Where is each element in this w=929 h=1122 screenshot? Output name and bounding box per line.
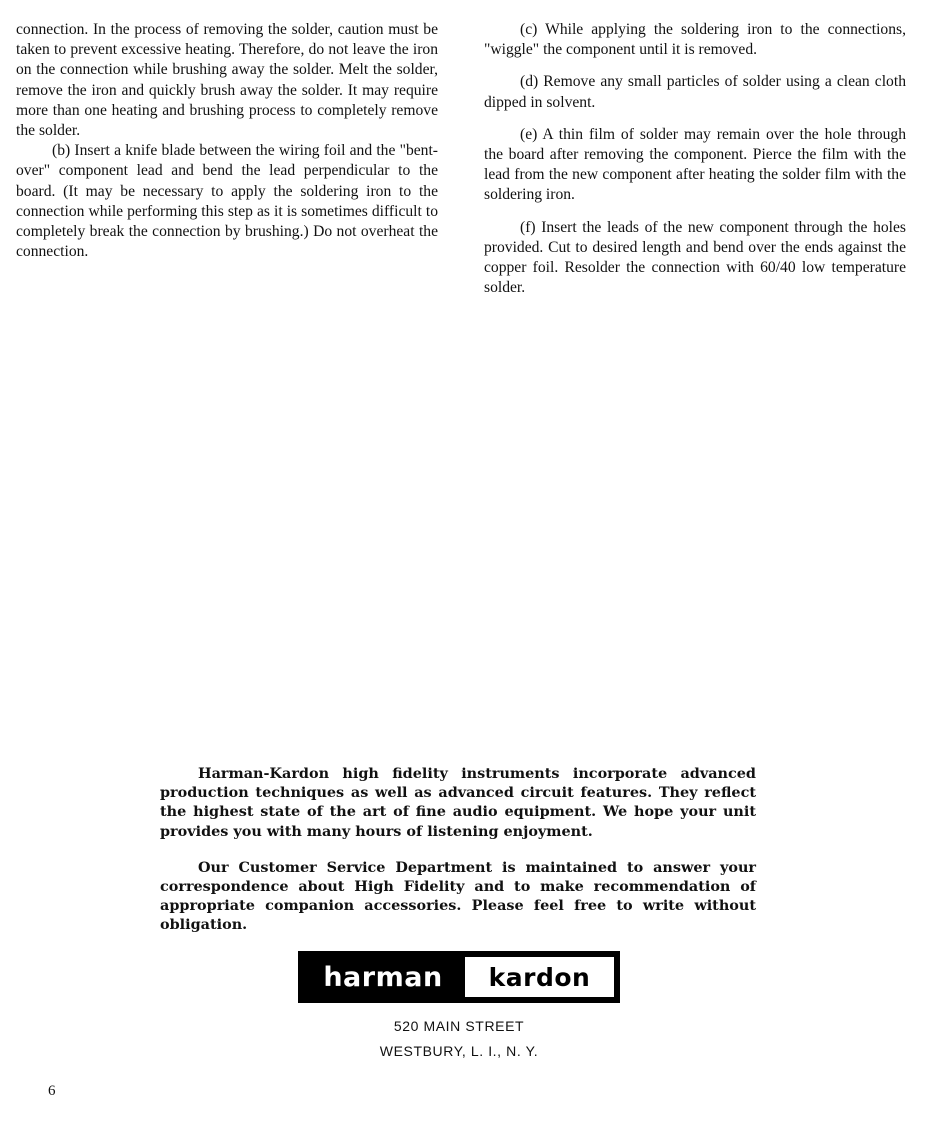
logo-word-harman: harman [323,961,443,993]
paragraph-b-label: (b) [52,142,71,160]
address-city: WESTBURY, L. I., N. Y. [379,1043,539,1059]
paragraph-e [484,125,906,206]
paragraph-f-text: Insert the leads of the new component through the holes provided. Cut to desired length and bend over the ends against the copper foil. Resolder the connection with 60/40 low temperature solder. [484,218,906,297]
paragraph-c [484,20,906,60]
paragraph-f-label: (f) [520,218,536,236]
paragraph-a-continued: connection. In the process of removing the solder, caution must be taken to prevent excessive heating. Therefore, do not leave the iron on the connection while brushing away the solder. Melt the solder, remove the iron and quickly brush away the solder. It may require more than one heating and brushing process to completely remove the solder. [16,21,438,140]
closing-paragraph-1: Harman-Kardon high fidelity instruments incorporate advanced production techniques as well as advanced circuit features. They reflect the highest state of the art of fine audio equipment. We hope your unit provides you with many hours of listening enjoyment. [160,765,756,840]
closing-statement [160,764,756,952]
harman-kardon-logo [298,951,620,1003]
paragraph-e-text: A thin film of solder may remain over the hole through the board after removing the component. Pierce the film with the lead from the new component after heating the solder film with the soldering iron. [484,125,906,204]
right-text-column [484,20,906,310]
paragraph-b-text: Insert a knife blade between the wiring foil and the "bent-over" component lead and bend the lead perpendicular to the board. (It may be necessary to apply the soldering iron to the connection while performing this step as it is sometimes difficult to completely break the connection by brushing.) Do not overheat the connection. [16,142,438,261]
paragraph-d-text: Remove any small particles of solder using a clean cloth dipped in solvent. [484,73,906,111]
paragraph-f [484,218,906,299]
paragraph-e-label: (e) [520,125,538,143]
paragraph-c-label: (c) [520,21,538,38]
left-text-column [16,20,438,262]
closing-paragraph-2: Our Customer Service Department is maintained to answer your correspondence about High Fidelity and to make recommendation of appropriate companion accessories. Please feel free to write without obligation. [160,858,756,934]
paragraph-d [484,72,906,112]
paragraph-c-text: While applying the soldering iron to the connections, "wiggle" the component until it is removed. [484,21,906,59]
paragraph-d-label: (d) [520,73,539,91]
paragraph-b [16,141,438,262]
page-number: 6 [48,1083,56,1099]
logo-word-kardon: kardon [465,957,614,997]
address-street: 520 MAIN STREET [393,1018,525,1034]
